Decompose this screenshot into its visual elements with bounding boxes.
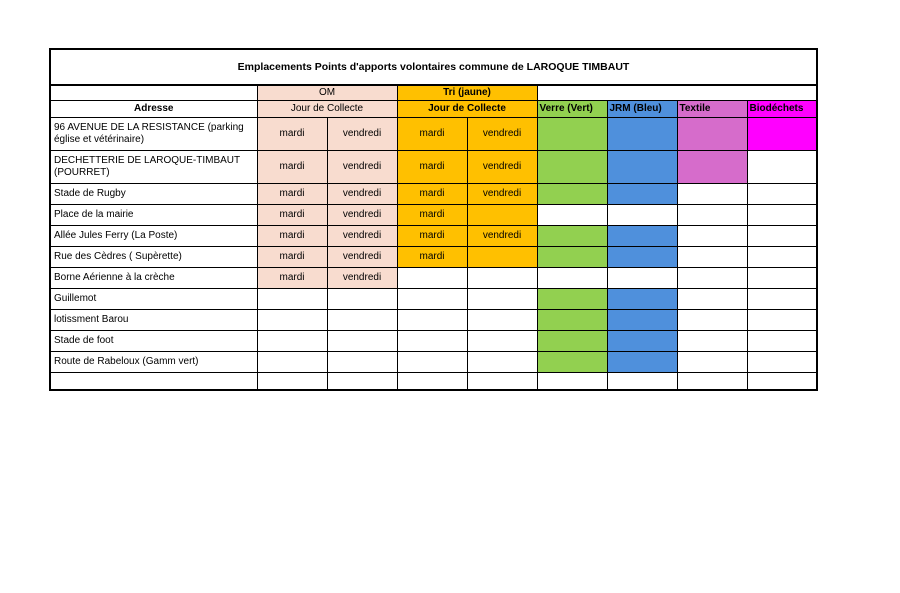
textile-cell xyxy=(677,247,747,268)
bio-cell xyxy=(747,331,817,352)
om-day-header: Jour de Collecte xyxy=(257,101,397,118)
tri-day-1-cell: mardi xyxy=(397,184,467,205)
bio-cell xyxy=(747,184,817,205)
jrm-cell xyxy=(607,289,677,310)
om-day-1-cell xyxy=(257,310,327,331)
table-row xyxy=(50,310,817,331)
verre-cell xyxy=(537,352,607,373)
textile-cell xyxy=(677,289,747,310)
textile-cell xyxy=(677,352,747,373)
header-blank-right xyxy=(537,85,817,101)
jrm-cell xyxy=(607,268,677,289)
om-day-1-cell xyxy=(257,289,327,310)
tri-day-2-cell: vendredi xyxy=(467,118,537,151)
empty-cell xyxy=(607,373,677,391)
empty-cell xyxy=(537,373,607,391)
om-day-2-cell: vendredi xyxy=(327,268,397,289)
tri-day-1-cell: mardi xyxy=(397,226,467,247)
empty-cell xyxy=(397,373,467,391)
bio-header: Biodéchets xyxy=(747,101,817,118)
table-row xyxy=(50,151,817,184)
address-header: Adresse xyxy=(50,101,257,118)
jrm-cell xyxy=(607,352,677,373)
tri-day-1-cell xyxy=(397,268,467,289)
jrm-cell xyxy=(607,205,677,226)
address-cell: Stade de foot xyxy=(50,331,257,352)
table-row xyxy=(50,184,817,205)
address-cell: Borne Aérienne à la crèche xyxy=(50,268,257,289)
textile-cell xyxy=(677,118,747,151)
empty-cell xyxy=(327,373,397,391)
verre-cell xyxy=(537,268,607,289)
verre-cell xyxy=(537,205,607,226)
tri-day-1-cell xyxy=(397,352,467,373)
textile-cell xyxy=(677,226,747,247)
spreadsheet xyxy=(49,48,818,391)
tri-day-2-cell: vendredi xyxy=(467,184,537,205)
tri-day-1-cell: mardi xyxy=(397,205,467,226)
tri-day-1-cell: mardi xyxy=(397,247,467,268)
tri-group-header: Tri (jaune) xyxy=(397,85,537,101)
tri-day-2-cell: vendredi xyxy=(467,151,537,184)
jrm-cell xyxy=(607,226,677,247)
group-header-row xyxy=(50,85,817,101)
om-day-1-cell: mardi xyxy=(257,268,327,289)
bio-cell xyxy=(747,205,817,226)
bio-cell xyxy=(747,289,817,310)
jrm-cell xyxy=(607,151,677,184)
table-row xyxy=(50,247,817,268)
table-row xyxy=(50,205,817,226)
tri-day-1-cell xyxy=(397,310,467,331)
verre-cell xyxy=(537,331,607,352)
textile-cell xyxy=(677,184,747,205)
om-day-2-cell: vendredi xyxy=(327,247,397,268)
address-cell: lotissment Barou xyxy=(50,310,257,331)
tri-day-2-cell: vendredi xyxy=(467,226,537,247)
tri-day-1-cell xyxy=(397,289,467,310)
om-day-2-cell: vendredi xyxy=(327,205,397,226)
table-row xyxy=(50,289,817,310)
address-cell: Allée Jules Ferry (La Poste) xyxy=(50,226,257,247)
jrm-header: JRM (Bleu) xyxy=(607,101,677,118)
om-day-1-cell xyxy=(257,331,327,352)
bio-cell xyxy=(747,151,817,184)
empty-cell xyxy=(677,373,747,391)
bio-cell xyxy=(747,268,817,289)
verre-cell xyxy=(537,118,607,151)
tri-day-2-cell xyxy=(467,310,537,331)
bio-cell xyxy=(747,226,817,247)
om-day-1-cell: mardi xyxy=(257,247,327,268)
om-day-2-cell: vendredi xyxy=(327,151,397,184)
address-cell: Guillemot xyxy=(50,289,257,310)
om-day-1-cell: mardi xyxy=(257,118,327,151)
empty-cell xyxy=(747,373,817,391)
address-cell: Rue des Cèdres ( Supèrette) xyxy=(50,247,257,268)
om-day-2-cell xyxy=(327,331,397,352)
om-day-2-cell: vendredi xyxy=(327,184,397,205)
tri-day-2-cell xyxy=(467,205,537,226)
address-cell: Place de la mairie xyxy=(50,205,257,226)
bio-cell xyxy=(747,352,817,373)
empty-cell xyxy=(467,373,537,391)
om-group-header: OM xyxy=(257,85,397,101)
textile-cell xyxy=(677,331,747,352)
textile-cell xyxy=(677,205,747,226)
verre-cell xyxy=(537,247,607,268)
tri-day-2-cell xyxy=(467,352,537,373)
table-row xyxy=(50,331,817,352)
verre-header: Verre (Vert) xyxy=(537,101,607,118)
tri-day-header: Jour de Collecte xyxy=(397,101,537,118)
header-blank xyxy=(50,85,257,101)
empty-row xyxy=(50,373,817,391)
tri-day-2-cell xyxy=(467,289,537,310)
tri-day-1-cell: mardi xyxy=(397,151,467,184)
om-day-2-cell xyxy=(327,289,397,310)
om-day-2-cell: vendredi xyxy=(327,118,397,151)
om-day-1-cell xyxy=(257,352,327,373)
textile-cell xyxy=(677,151,747,184)
om-day-2-cell: vendredi xyxy=(327,226,397,247)
tri-day-2-cell xyxy=(467,247,537,268)
address-cell: Route de Rabeloux (Gamm vert) xyxy=(50,352,257,373)
bio-cell xyxy=(747,118,817,151)
collection-points-table xyxy=(49,48,818,391)
table-row xyxy=(50,268,817,289)
verre-cell xyxy=(537,289,607,310)
om-day-1-cell: mardi xyxy=(257,226,327,247)
verre-cell xyxy=(537,310,607,331)
bio-cell xyxy=(747,247,817,268)
textile-header: Textile xyxy=(677,101,747,118)
tri-day-1-cell xyxy=(397,331,467,352)
tri-day-2-cell xyxy=(467,331,537,352)
empty-cell xyxy=(257,373,327,391)
verre-cell xyxy=(537,184,607,205)
address-cell: DECHETTERIE DE LAROQUE-TIMBAUT (POURRET) xyxy=(50,151,257,184)
verre-cell xyxy=(537,151,607,184)
tri-day-1-cell: mardi xyxy=(397,118,467,151)
jrm-cell xyxy=(607,331,677,352)
verre-cell xyxy=(537,226,607,247)
column-header-row xyxy=(50,101,817,118)
address-cell: 96 AVENUE DE LA RESISTANCE (parking église et vétérinaire) xyxy=(50,118,257,151)
textile-cell xyxy=(677,310,747,331)
table-row xyxy=(50,226,817,247)
empty-cell xyxy=(50,373,257,391)
jrm-cell xyxy=(607,310,677,331)
table-title: Emplacements Points d'apports volontaires commune de LAROQUE TIMBAUT xyxy=(50,49,817,85)
jrm-cell xyxy=(607,247,677,268)
jrm-cell xyxy=(607,118,677,151)
om-day-1-cell: mardi xyxy=(257,151,327,184)
bio-cell xyxy=(747,310,817,331)
tri-day-2-cell xyxy=(467,268,537,289)
om-day-2-cell xyxy=(327,310,397,331)
table-row xyxy=(50,352,817,373)
om-day-2-cell xyxy=(327,352,397,373)
om-day-1-cell: mardi xyxy=(257,184,327,205)
om-day-1-cell: mardi xyxy=(257,205,327,226)
title-row xyxy=(50,49,817,85)
jrm-cell xyxy=(607,184,677,205)
textile-cell xyxy=(677,268,747,289)
table-row xyxy=(50,118,817,151)
address-cell: Stade de Rugby xyxy=(50,184,257,205)
